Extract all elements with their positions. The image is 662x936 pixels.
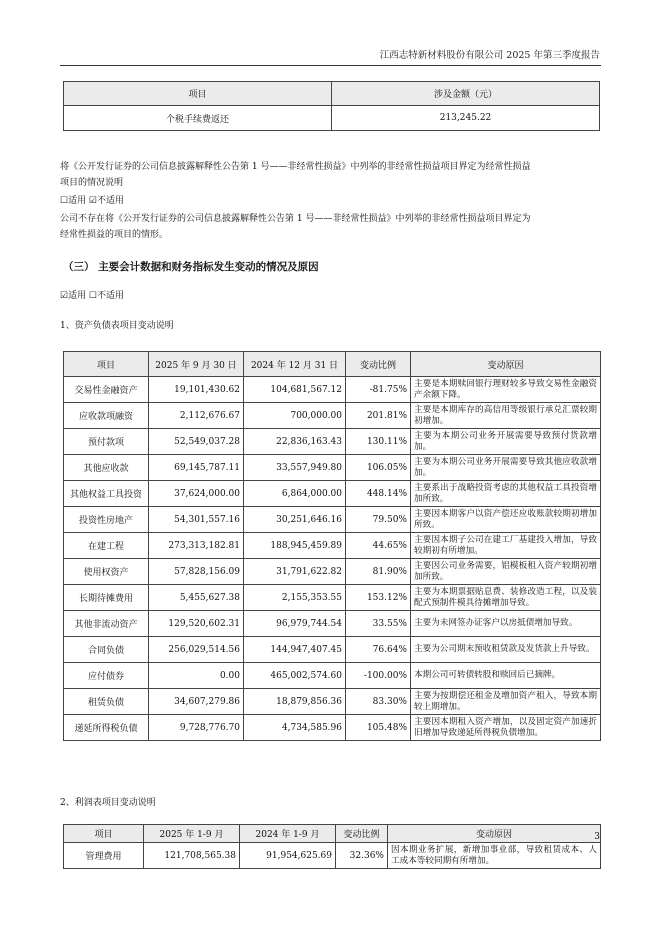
explanation-paragraph-1 <box>60 159 600 191</box>
table-row <box>64 481 601 507</box>
cell-prior: 700,000.00 <box>244 403 346 429</box>
cell-current: 2,112,676.67 <box>149 403 244 429</box>
table-row <box>64 377 601 403</box>
balance-sheet-subtitle: 1、资产负债表项目变动说明 <box>60 321 174 331</box>
cell-item: 其他应收款 <box>64 455 149 481</box>
cell-current: 52,549,037.28 <box>149 429 244 455</box>
cell-reason: 主要是本期库存的高信用等级银行承兑汇票较期初增加。 <box>411 403 601 429</box>
cell-change: 76.64% <box>346 637 411 663</box>
cell-item: 预付款项 <box>64 429 149 455</box>
cell-change: -100.00% <box>346 663 411 689</box>
cell-change: 106.05% <box>346 455 411 481</box>
cell-current: 37,624,000.00 <box>149 481 244 507</box>
para2-line1: 公司不存在将《公开发行证券的公司信息披露解释性公告第 1 号——非经常性损益》中列举的非经常性损益项目界定为 <box>60 214 531 224</box>
table-row <box>64 559 601 585</box>
section-title: （三） 主要会计数据和财务指标发生变动的情况及原因 <box>63 261 319 273</box>
header-divider <box>60 65 601 66</box>
cell-current: 57,828,156.09 <box>149 559 244 585</box>
cell-item: 租赁负债 <box>64 689 149 715</box>
bs-header-item: 项目 <box>64 352 149 377</box>
cell-current: 129,520,602.31 <box>149 611 244 637</box>
cell-reason: 因本期业务扩展，新增加事业部，导致租赁成本、人工成本等较同期有所增加。 <box>388 843 601 869</box>
is-header-change: 变动比例 <box>336 825 388 843</box>
cell-item: 长期待摊费用 <box>64 585 149 611</box>
cell-current: 5,455,627.38 <box>149 585 244 611</box>
cell-prior: 91,954,625.69 <box>240 843 336 869</box>
cell-prior: 2,155,353.55 <box>244 585 346 611</box>
is-header-2024: 2024 年 1-9 月 <box>240 825 336 843</box>
cell-current: 0.00 <box>149 663 244 689</box>
cell-prior: 188,945,459.89 <box>244 533 346 559</box>
cell-reason: 主要为公司期末预收租赁款及发货款上升导致。 <box>411 637 601 663</box>
cell-prior: 22,836,163.43 <box>244 429 346 455</box>
cell-change: 32.36% <box>336 843 388 869</box>
cell-item: 其他权益工具投资 <box>64 481 149 507</box>
explanation-paragraph-2 <box>60 211 600 243</box>
cell-item: 在建工程 <box>64 533 149 559</box>
table-row <box>64 843 601 869</box>
cell-reason: 本期公司可转债转股和赎回后已摘牌。 <box>411 663 601 689</box>
table-row <box>64 637 601 663</box>
cell-prior: 33,557,949.80 <box>244 455 346 481</box>
cell-reason: 主要为未网签办证客户以房抵债增加导致。 <box>411 611 601 637</box>
cell-change: 33.55% <box>346 611 411 637</box>
table-row <box>64 689 601 715</box>
table-row <box>64 585 601 611</box>
cell-prior: 31,791,622.82 <box>244 559 346 585</box>
report-header: 江西志特新材料股份有限公司 2025 年第三季度报告 <box>379 50 600 61</box>
cell-prior: 6,864,000.00 <box>244 481 346 507</box>
cell-change: 153.12% <box>346 585 411 611</box>
cell-prior: 18,879,856.36 <box>244 689 346 715</box>
cell-prior: 144,947,407.45 <box>244 637 346 663</box>
para1-line1: 将《公开发行证券的公司信息披露解释性公告第 1 号——非经常性损益》中列举的非经常性损益项目界定为经常性损益 <box>60 162 531 172</box>
cell-item: 个税手续费返还 <box>64 106 332 131</box>
cell-current: 256,029,514.56 <box>149 637 244 663</box>
cell-change: 81.90% <box>346 559 411 585</box>
cell-change: 448.14% <box>346 481 411 507</box>
cell-current: 69,145,787.11 <box>149 455 244 481</box>
cell-change: 105.48% <box>346 715 411 741</box>
para2-line2: 经常性损益的项目的情形。 <box>60 230 169 240</box>
table-row <box>64 455 601 481</box>
cell-reason: 主要因公司业务需要，铝模板租入资产较期初增加所致。 <box>411 559 601 585</box>
table-row <box>64 611 601 637</box>
is-body <box>64 843 601 869</box>
table-row <box>64 663 601 689</box>
cell-reason: 主要为本期公司业务开展需要导致预付货款增加。 <box>411 429 601 455</box>
cell-current: 273,313,182.81 <box>149 533 244 559</box>
income-statement-subtitle: 2、利润表项目变动说明 <box>60 798 156 808</box>
cell-change: -81.75% <box>346 377 411 403</box>
applicability-check-1: ☐适用 ☑不适用 <box>60 196 124 206</box>
cell-item: 使用权资产 <box>64 559 149 585</box>
page-number: 3 <box>594 832 600 842</box>
cell-item: 管理费用 <box>64 843 144 869</box>
cell-reason: 主要为本期公司业务开展需要导致其他应收款增加。 <box>411 455 601 481</box>
cell-reason: 主要因本期子公司在建工厂基建投入增加，导致较期初有所增加。 <box>411 533 601 559</box>
cell-reason: 主要是本期赎回银行理财较多导致交易性金融资产余额下降。 <box>411 377 601 403</box>
cell-item: 交易性金融资产 <box>64 377 149 403</box>
applicability-check-2: ☑适用 ☐不适用 <box>60 291 124 301</box>
cell-reason: 主要为本期票据贴息费、装修改造工程，以及装配式预制件模具待摊增加导致。 <box>411 585 601 611</box>
cell-prior: 465,002,574.60 <box>244 663 346 689</box>
table-row <box>64 429 601 455</box>
cell-reason: 主要系出于战略投资考虑的其他权益工具投资增加所致。 <box>411 481 601 507</box>
cell-item: 其他非流动资产 <box>64 611 149 637</box>
bs-header-change: 变动比例 <box>346 352 411 377</box>
cell-current: 19,101,430.62 <box>149 377 244 403</box>
bs-header-2025: 2025 年 9 月 30 日 <box>149 352 244 377</box>
bs-body <box>64 377 601 741</box>
cell-item: 应付债券 <box>64 663 149 689</box>
cell-prior: 30,251,646.16 <box>244 507 346 533</box>
cell-prior: 4,734,585.96 <box>244 715 346 741</box>
table-row <box>64 403 601 429</box>
cell-current: 34,607,279.86 <box>149 689 244 715</box>
nonrecurring-table <box>63 81 600 131</box>
cell-item: 递延所得税负债 <box>64 715 149 741</box>
cell-current: 121,708,565.38 <box>144 843 240 869</box>
para1-line2: 项目的情况说明 <box>60 178 124 188</box>
cell-change: 130.11% <box>346 429 411 455</box>
bs-header-2024: 2024 年 12 月 31 日 <box>244 352 346 377</box>
cell-item: 投资性房地产 <box>64 507 149 533</box>
income-statement-table <box>63 824 601 869</box>
cell-current: 54,301,557.16 <box>149 507 244 533</box>
cell-reason: 主要为按期偿还租金及增加资产租入，导致本期较上期增加。 <box>411 689 601 715</box>
bs-header-reason: 变动原因 <box>411 352 601 377</box>
cell-change: 44.65% <box>346 533 411 559</box>
balance-sheet-table <box>63 351 601 741</box>
cell-change: 79.50% <box>346 507 411 533</box>
table-row <box>64 533 601 559</box>
is-header-item: 项目 <box>64 825 144 843</box>
cell-reason: 主要因本期租入资产增加，以及固定资产加速折旧增加导致递延所得税负债增加。 <box>411 715 601 741</box>
cell-prior: 96,979,744.54 <box>244 611 346 637</box>
cell-reason: 主要因本期客户以资产偿还应收账款较期初增加所致。 <box>411 507 601 533</box>
cell-amount: 213,245.22 <box>332 106 600 131</box>
cell-change: 83.30% <box>346 689 411 715</box>
cell-item: 应收款项融资 <box>64 403 149 429</box>
cell-change: 201.81% <box>346 403 411 429</box>
cell-prior: 104,681,567.12 <box>244 377 346 403</box>
header-item: 项目 <box>64 82 332 106</box>
is-header-2025: 2025 年 1-9 月 <box>144 825 240 843</box>
cell-current: 9,728,776.70 <box>149 715 244 741</box>
header-amount: 涉及金额（元） <box>332 82 600 106</box>
cell-item: 合同负债 <box>64 637 149 663</box>
table-row <box>64 507 601 533</box>
is-header-reason: 变动原因 <box>388 825 601 843</box>
table-row <box>64 715 601 741</box>
